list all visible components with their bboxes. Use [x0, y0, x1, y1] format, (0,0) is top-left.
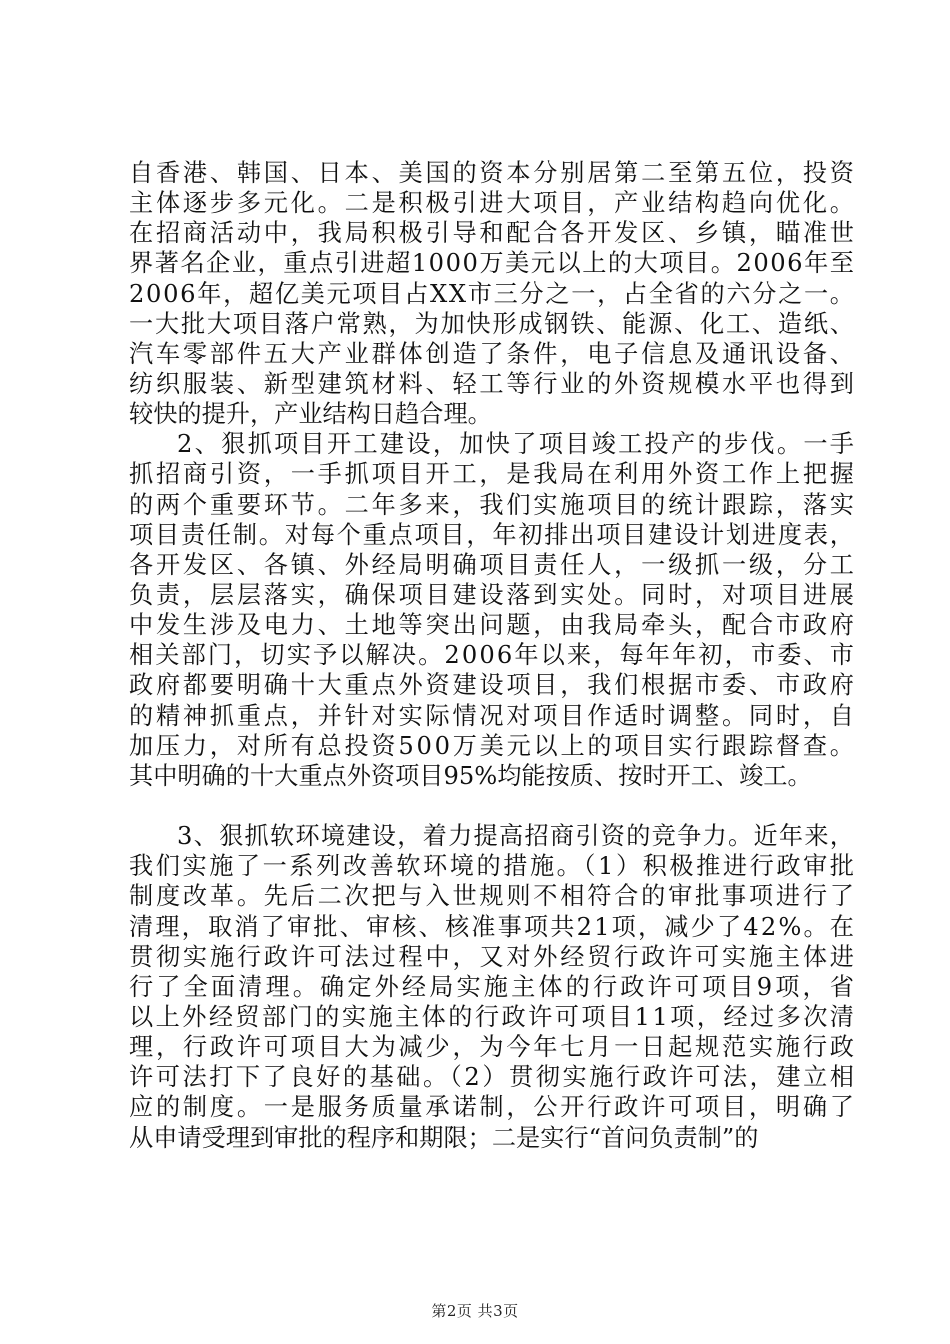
text-line: 政府都要明确十大重点外资建设项目，我们根据市委、市政府 [129, 671, 857, 700]
paragraph-p3 [129, 821, 858, 1153]
text-line: 许可法打下了良好的基础。（2）贯彻实施行政许可法，建立相 [129, 1063, 857, 1092]
text-line: 纺织服装、新型建筑材料、轻工等行业的外资规模水平也得到 [129, 369, 857, 398]
document-body [129, 158, 858, 1153]
page-footer: 第2页 共3页 [431, 1302, 519, 1320]
text-line: 贯彻实施行政许可法过程中，又对外经贸行政许可实施主体进 [129, 942, 857, 971]
text-line: 项目责任制。对每个重点项目，年初排出项目建设计划进度表， [129, 520, 856, 549]
text-line: 加压力，对所有总投资500万美元以上的项目实行跟踪督查。 [129, 731, 857, 760]
text-line: 一大批大项目落户常熟，为加快形成钢铁、能源、化工、造纸、 [129, 309, 856, 338]
text-line: 制度改革。先后二次把与入世规则不相符合的审批事项进行了 [129, 882, 857, 911]
paragraph-p2 [129, 429, 857, 791]
text-line: 负责，层层落实，确保项目建设落到实处。同时，对项目进展 [129, 580, 857, 609]
text-line: 在招商活动中，我局积极引导和配合各开发区、乡镇，瞄准世 [129, 219, 857, 248]
text-line: 中发生涉及电力、土地等突出问题，由我局牵头，配合市政府 [129, 611, 857, 640]
text-line: 应的制度。一是服务质量承诺制，公开行政许可项目，明确了 [129, 1093, 857, 1122]
text-line: 较快的提升，产业结构日趋合理。 [129, 400, 492, 429]
text-line: 行了全面清理。确定外经局实施主体的行政许可项目9项，省 [129, 972, 858, 1001]
text-line: 2、狠抓项目开工建设，加快了项目竣工投产的步伐。一手 [177, 430, 857, 459]
text-line: 的两个重要环节。二年多来，我们实施项目的统计跟踪，落实 [129, 490, 857, 519]
text-line: 相关部门，切实予以解决。2006年以来，每年年初，市委、市 [129, 641, 857, 670]
text-line: 从申请受理到审批的程序和期限；二是实行“首问负责制”的 [129, 1123, 759, 1152]
text-line: 抓招商引资，一手抓项目开工，是我局在利用外资工作上把握 [129, 460, 857, 489]
text-line: 的精神抓重点，并针对实际情况对项目作适时调整。同时，自 [129, 701, 857, 730]
text-line: 2006年，超亿美元项目占XX市三分之一，占全省的六分之一。 [129, 279, 856, 308]
text-line: 以上外经贸部门的实施主体的行政许可项目11项，经过多次清 [129, 1002, 857, 1031]
text-line: 理，行政许可项目大为减少，为今年七月一日起规范实施行政 [129, 1033, 857, 1062]
text-line: 各开发区、各镇、外经局明确项目责任人，一级抓一级，分工 [129, 550, 857, 579]
text-line: 主体逐步多元化。二是积极引进大项目，产业结构趋向优化。 [129, 189, 857, 218]
text-line: 汽车零部件五大产业群体创造了条件，电子信息及通讯设备、 [129, 339, 857, 368]
paragraph-p1 [129, 158, 857, 429]
text-line: 3、狠抓软环境建设，着力提高招商引资的竞争力。近年来， [177, 822, 856, 851]
text-line: 其中明确的十大重点外资项目95%均能按质、按时开工、竣工。 [129, 761, 812, 790]
paragraph-gap [129, 791, 854, 821]
text-line: 自香港、韩国、日本、美国的资本分别居第二至第五位，投资 [129, 159, 857, 187]
text-line: 界著名企业，重点引进超1000万美元以上的大项目。2006年至 [129, 249, 856, 278]
text-line: 清理，取消了审批、审核、核准事项共21项，减少了42%。在 [129, 912, 857, 941]
text-line: 我们实施了一系列改善软环境的措施。（1）积极推进行政审批 [129, 852, 857, 881]
